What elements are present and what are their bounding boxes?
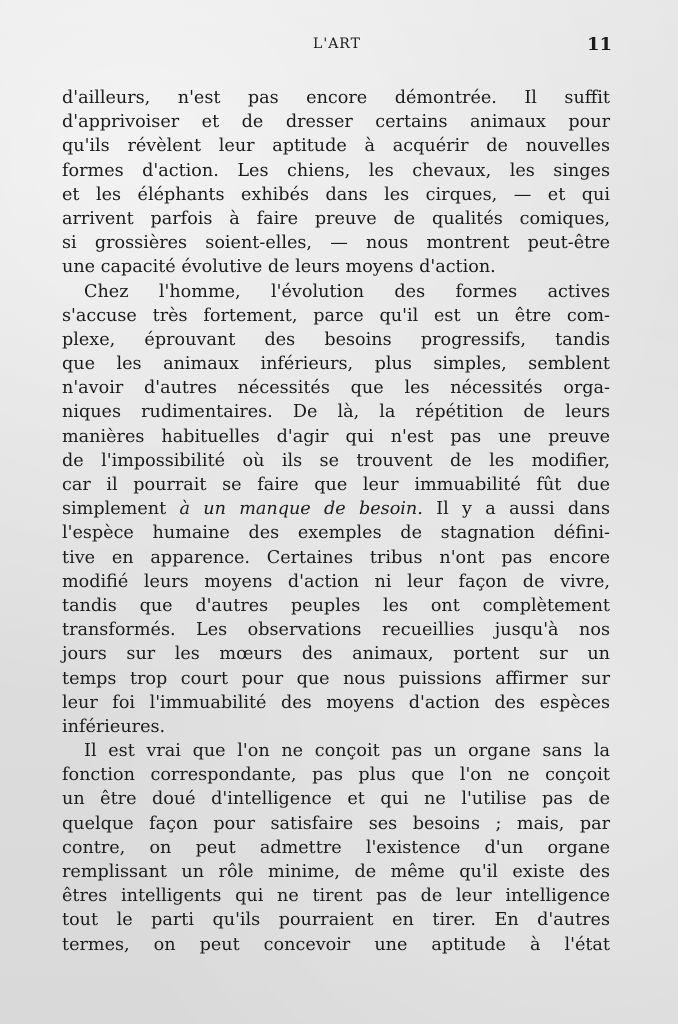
text-line: niques rudimentaires. De là, la répétition de leurs [62, 402, 610, 423]
body-text [62, 86, 610, 957]
page-number: 11 [586, 34, 612, 55]
text-line: manières habituelles d'agir qui n'est pas une preuve [62, 426, 610, 447]
text-line: arrivent parfois à faire preuve de qualités comiques, [62, 208, 610, 229]
text-line: êtres intelligents qui ne tirent pas de leur intelligence [62, 886, 610, 907]
emphasis-text: à un manque de besoin. [179, 499, 423, 520]
line-segment: simplement [62, 499, 167, 520]
text-line: modifié leurs moyens d'action ni leur façon de vivre, [62, 571, 610, 592]
text-line: fonction correspondante, pas plus que l'on ne conçoit [62, 765, 610, 786]
text-line: qu'ils révèlent leur aptitude à acquérir de nouvelles [62, 136, 610, 157]
text-line: leur foi l'immuabilité des moyens d'action des espèces [62, 692, 610, 713]
text-line: de l'impossibilité où ils se trouvent de les modifier, [62, 450, 610, 471]
text-line: s'accuse très fortement, parce qu'il est un être com- [62, 305, 610, 326]
text-line: tandis que d'autres peuples les ont complètement [62, 595, 610, 616]
text-line: une capacité évolutive de leurs moyens d'action. [62, 257, 496, 278]
running-head [62, 34, 612, 58]
text-line: un être doué d'intelligence et qui ne l'utilise pas de [62, 789, 610, 810]
text-line: et les éléphants exhibés dans les cirques, — et qui [62, 184, 610, 205]
text-line: formes d'action. Les chiens, les chevaux, les singes [62, 160, 610, 181]
text-line: car il pourrait se faire que leur immuabilité fût due [62, 475, 610, 495]
text-line: si grossières soient-elles, — nous montrent peut-être [62, 233, 610, 254]
text-line: tive en apparence. Certaines tribus n'ont pas encore [62, 547, 610, 568]
text-line: Il est vrai que l'on ne conçoit pas un organe sans la [84, 741, 610, 762]
text-line: inférieures. [62, 716, 166, 737]
text-line-mixed [62, 497, 610, 521]
line-segment: Il y a aussi dans [436, 499, 611, 520]
text-line: jours sur les mœurs des animaux, portent sur un [62, 644, 610, 665]
text-line: que les animaux inférieurs, plus simples, semblent [62, 354, 610, 375]
text-line: n'avoir d'autres nécessités que les nécessités orga- [62, 378, 610, 399]
text-line: temps trop court pour que nous puissions affirmer sur [62, 668, 610, 689]
running-title: L'ART [313, 36, 361, 52]
text-line: d'ailleurs, n'est pas encore démontrée. Il suffit [62, 88, 610, 108]
text-line: Chez l'homme, l'évolution des formes actives [84, 281, 610, 302]
text-line: l'espèce humaine des exemples de stagnation défini- [62, 523, 610, 544]
text-line: plexe, éprouvant des besoins progressifs, tandis [62, 329, 610, 350]
text-line: transformés. Les observations recueillies jusqu'à nos [62, 620, 610, 641]
text-line: quelque façon pour satisfaire ses besoins ; mais, par [62, 813, 610, 834]
text-line: remplissant un rôle minime, de même qu'il existe des [62, 862, 610, 882]
text-line: d'apprivoiser et de dresser certains animaux pour [62, 112, 610, 133]
text-line: contre, on peut admettre l'existence d'un organe [62, 837, 610, 858]
text-line: termes, on peut concevoir une aptitude à l'état [62, 934, 610, 955]
text-line: tout le parti qu'ils pourraient en tirer. En d'autres [62, 910, 610, 931]
